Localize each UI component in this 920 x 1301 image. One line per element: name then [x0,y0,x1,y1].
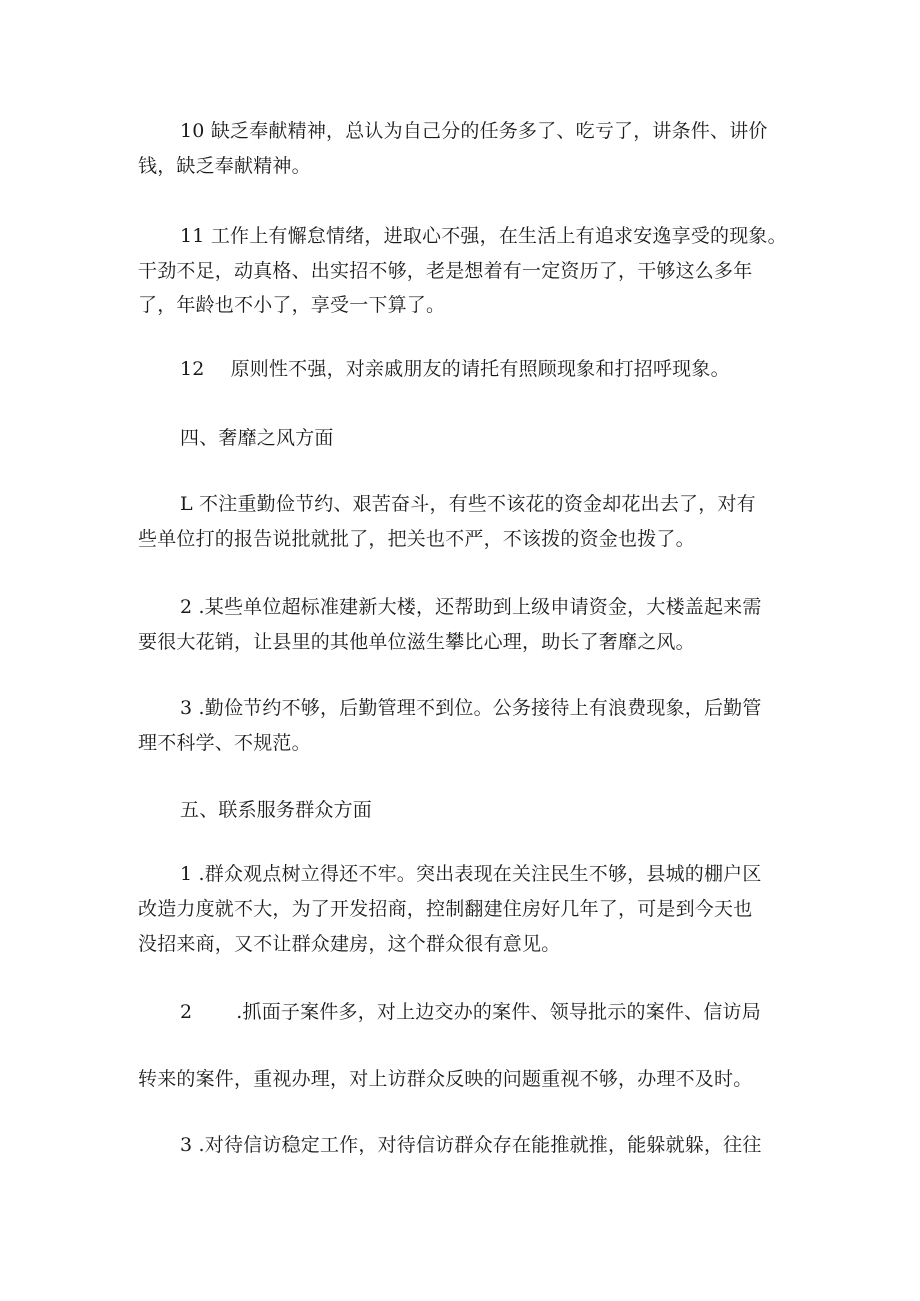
section-5-item-1-line-1: 1 .群众观点树立得还不牢。突出表现在关注民生不够，县城的棚户区 [180,863,762,885]
paragraph-12-text: 原则性不强，对亲戚朋友的请托有照顾现象和打招呼现象。 [230,358,730,380]
section-5-item-2-text: .抓面子案件多，对上边交办的案件、领导批示的案件、信访局 [236,1001,761,1023]
section-5-item-2-line-2: 转来的案件，重视办理，对上访群众反映的问题重视不够，办理不及时。 [138,1068,753,1090]
section-4-item-2-line-2: 要很大花销，让县里的其他单位滋生攀比心理，助长了奢靡之风。 [138,631,695,653]
paragraph-12 [180,357,840,381]
section-4-item-1-line-2: 些单位打的报告说批就批了，把关也不严，不该拨的资金也拨了。 [138,528,695,550]
section-5-item-1-line-2: 改造力度就不大，为了开发招商，控制翻建住房好几年了，可是到今天也 [138,898,753,920]
section-5-item-3-line-1: 3 .对待信访稳定工作，对待信访群众存在能推就推，能躲就躲，往往 [180,1134,762,1156]
paragraph-11-line-1: 11 工作上有懈怠情绪，进取心不强，在生活上有追求安逸享受的现象。 [180,225,787,247]
section-5-item-1-line-3: 没招来商，又不让群众建房，这个群众很有意见。 [138,933,561,955]
section-4-item-2-line-1: 2 .某些单位超标准建新大楼，还帮助到上级申请资金，大楼盖起来需 [180,596,762,618]
paragraph-12-number: 12 [180,358,205,380]
paragraph-11-line-3: 了，年龄也不小了，享受一下算了。 [138,294,446,316]
section-4-item-3-line-2: 理不科学、不规范。 [138,732,311,754]
paragraph-11-line-2: 干劲不足，动真格、出实招不够，老是想着有一定资历了，干够这么多年 [138,260,753,282]
paragraph-10-line-1: 10 缺乏奉献精神，总认为自己分的任务多了、吃亏了，讲条件、讲价 [180,120,768,142]
section-4-item-3-line-1: 3 .勤俭节约不够，后勤管理不到位。公务接待上有浪费现象，后勤管 [180,697,762,719]
section-5-item-2-number: 2 [180,1001,193,1023]
section-5-item-2-line-1 [180,1000,840,1024]
section-4-item-1-line-1: L 不注重勤俭节约、艰苦奋斗，有些不该花的资金却花出去了，对有 [180,493,756,515]
section-heading-4: 四、奢靡之风方面 [180,427,334,449]
paragraph-10-line-2: 钱，缺乏奉献精神。 [138,155,311,177]
section-heading-5: 五、联系服务群众方面 [180,799,373,821]
